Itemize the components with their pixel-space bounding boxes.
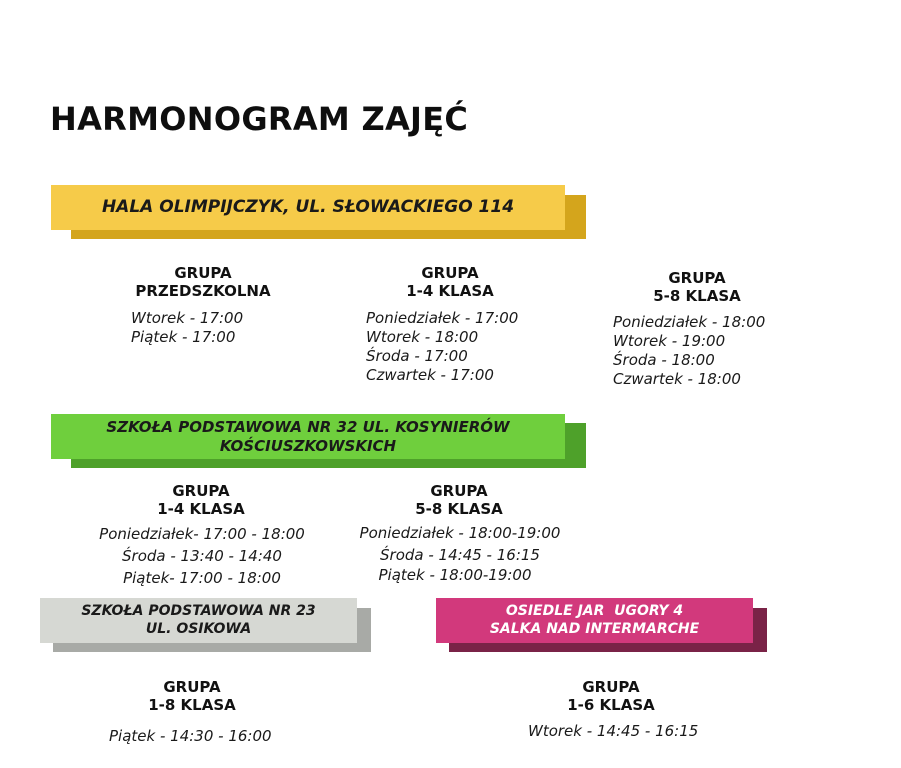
group-name: GRUPA 1-4 KLASA (157, 482, 245, 518)
group-schedule (131, 309, 243, 347)
schedule-line: Środa - 14:45 - 16:15 (380, 546, 540, 564)
schedule-line: Wtorek - 17:00 (131, 309, 244, 327)
venue-banner-sp23 (40, 598, 372, 653)
venue-banner-sp32 (51, 414, 586, 468)
schedule-line: Piątek - 17:00 (131, 328, 236, 346)
banner-face (51, 185, 565, 230)
schedule-line: Piątek- 17:00 - 18:00 (123, 569, 281, 587)
venue-banner-osiedle-jar (436, 598, 768, 653)
group-name: GRUPA 5-8 KLASA (653, 269, 741, 305)
group-schedule (366, 309, 518, 385)
venue-name: UL. OSIKOWA (145, 620, 252, 637)
page-title: HARMONOGRAM ZAJĘĆ (50, 100, 469, 138)
schedule-line: Środa - 18:00 (613, 351, 715, 369)
schedule-line: Czwartek - 18:00 (613, 370, 741, 388)
schedule-line: Piątek - 14:30 - 16:00 (109, 727, 272, 745)
group-schedule (613, 313, 765, 389)
schedule-line: Środa - 17:00 (366, 347, 468, 365)
schedule-line: Czwartek - 17:00 (366, 366, 494, 384)
venue-name: SZKOŁA PODSTAWOWA NR 32 UL. KOSYNIERÓW (106, 417, 510, 436)
group-schedule (344, 523, 576, 585)
schedule-line: Piątek - 18:00-19:00 (378, 566, 532, 584)
schedule-line: Wtorek - 19:00 (613, 332, 726, 350)
venue-name: SALKA NAD INTERMARCHE (489, 620, 700, 637)
venue-name: HALA OLIMPIJCZYK, UL. SŁOWACKIEGO 114 (101, 196, 515, 217)
venue-name: KOŚCIUSZKOWSKICH (219, 436, 397, 455)
banner-face (436, 598, 753, 643)
banner-face (51, 414, 565, 459)
venue-banner-hala-olimpijczyk (51, 185, 586, 239)
group-schedule (528, 722, 698, 741)
group-name: GRUPA PRZEDSZKOLNA (135, 264, 271, 300)
group-schedule (84, 523, 320, 589)
banner-face (40, 598, 357, 643)
group-name: GRUPA 5-8 KLASA (415, 482, 503, 518)
schedule-line: Poniedziałek - 18:00 (613, 313, 766, 331)
group-name: GRUPA 1-8 KLASA (148, 678, 236, 714)
schedule-line: Poniedziałek - 17:00 (366, 309, 519, 327)
group-name: GRUPA 1-4 KLASA (406, 264, 494, 300)
schedule-line: Wtorek - 18:00 (366, 328, 479, 346)
venue-name: OSIEDLE JAR UGORY 4 (505, 603, 684, 619)
group-schedule (109, 727, 272, 746)
schedule-line: Poniedziałek - 18:00-19:00 (359, 524, 561, 542)
schedule-line: Środa - 13:40 - 14:40 (122, 547, 282, 565)
schedule-line: Poniedziałek- 17:00 - 18:00 (99, 525, 305, 543)
venue-name: SZKOŁA PODSTAWOWA NR 23 (81, 603, 316, 619)
group-name: GRUPA 1-6 KLASA (567, 678, 655, 714)
schedule-line: Wtorek - 14:45 - 16:15 (528, 722, 699, 740)
